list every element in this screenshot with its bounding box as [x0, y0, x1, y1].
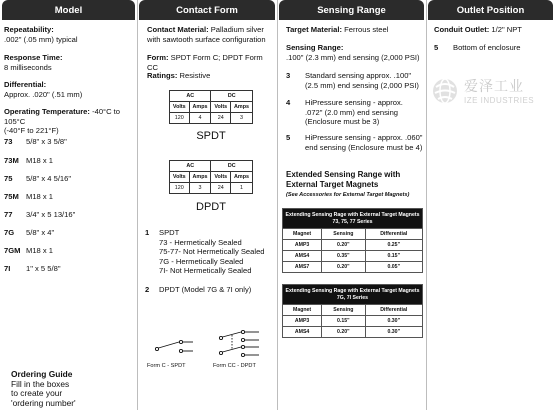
contact-material-value: Palladium silver with sawtooth surface configuration	[147, 25, 266, 44]
ac-heading: AC	[170, 161, 211, 172]
contact-form	[147, 53, 275, 72]
extended-range-table-2	[282, 284, 423, 338]
extended-range-table-1	[282, 208, 423, 273]
model-code: 7I	[4, 264, 11, 273]
column-header: Volts	[170, 102, 190, 113]
model-code: 7GM	[4, 246, 21, 255]
model-size: M18 x 1	[26, 246, 54, 255]
model-item	[4, 210, 75, 220]
table-title	[283, 209, 423, 229]
option-code: 4	[286, 98, 291, 107]
column-divider	[277, 0, 278, 410]
contact-material	[147, 25, 275, 44]
dpdt-label: DPDT	[196, 201, 226, 213]
table-title-line: 73, 75, 77 Series	[332, 218, 373, 225]
table-cell: 24	[211, 183, 231, 194]
watermark	[430, 74, 550, 116]
table-cell: 0.30"	[365, 327, 423, 338]
model-size: M18 x 1	[26, 156, 54, 165]
column-header: Amps	[189, 102, 211, 113]
model-size: 5/8" x 4 5/16"	[26, 174, 72, 183]
table-cell: 120	[170, 183, 190, 194]
table-title	[283, 285, 423, 305]
model-item	[4, 156, 53, 166]
extended-title-line: Extended Sensing Range with	[286, 170, 401, 179]
contact-header: Contact Form	[139, 0, 275, 20]
column-header: Volts	[211, 102, 231, 113]
table-cell: 24	[211, 113, 231, 124]
table-cell: 120	[170, 113, 190, 124]
model-item	[4, 137, 67, 147]
conduit-value: 1/2" NPT	[491, 25, 522, 34]
model-code: 73	[4, 137, 13, 146]
table-cell: AMP3	[283, 240, 322, 251]
table-cell: 0.20"	[322, 262, 365, 273]
model-item	[4, 192, 53, 202]
sensing-header: Sensing Range	[279, 0, 424, 20]
contact-option-1	[145, 228, 275, 276]
table-cell: 3	[189, 183, 211, 194]
option-line: end sensing (Enclosure must be 4)	[305, 142, 423, 152]
form-c-schematic	[151, 335, 199, 357]
table-row	[283, 240, 423, 251]
table-cell: 0.30"	[365, 316, 423, 327]
option-code: 2	[145, 285, 150, 294]
extended-title-line: External Target Magnets	[286, 179, 379, 189]
sensing-range	[286, 43, 424, 62]
model-header: Model	[2, 0, 135, 20]
form-label: Form:	[147, 53, 169, 62]
column-header: Sensing	[322, 305, 365, 316]
option-line: .072" (2.0 mm) end sensing	[305, 107, 399, 117]
table-cell: 1	[231, 183, 253, 194]
sensing-column	[279, 0, 424, 410]
option-line: (2.5 mm) end sensing (2,000 PSI)	[305, 80, 419, 90]
model-size: 5/8" x 3 5/8"	[26, 137, 67, 146]
ratings	[147, 71, 210, 81]
column-header: Volts	[211, 172, 231, 183]
table-cell: 0.20"	[322, 240, 365, 251]
model-column	[2, 0, 135, 410]
column-header: Amps	[231, 172, 253, 183]
column-header: Differential	[365, 305, 423, 316]
watermark-chinese: 爱泽工业	[464, 78, 524, 94]
ordering-line: 'ordering number'	[11, 397, 76, 408]
table-cell: 0.15"	[322, 316, 365, 327]
spdt-label: SPDT	[196, 130, 226, 142]
conduit-outlet	[434, 25, 522, 35]
target-material	[286, 25, 388, 35]
model-code: 75	[4, 174, 13, 183]
column-header: Magnet	[283, 229, 322, 240]
outlet-option	[434, 43, 521, 53]
ratings-label: Ratings:	[147, 71, 178, 80]
temperature-value-f: (-40°F to 221°F)	[4, 126, 59, 136]
column-header: Magnet	[283, 305, 322, 316]
option-line: Standard sensing approx. .100"	[305, 71, 412, 80]
extended-title	[286, 170, 400, 189]
option-line: 7I- Not Hermetically Sealed	[159, 266, 252, 276]
differential-value: Approx. .020" (.51 mm)	[4, 89, 83, 99]
model-item	[4, 174, 71, 184]
contact-column	[139, 0, 275, 410]
outlet-header: Outlet Position	[428, 0, 553, 20]
option-line: 7G - Hermetically Sealed	[159, 256, 244, 266]
outlet-column	[428, 0, 553, 410]
model-item	[4, 228, 54, 238]
model-size: 1" x 5 5/8"	[26, 264, 61, 273]
model-code: 75M	[4, 192, 19, 201]
table-cell: AMS4	[283, 251, 322, 262]
sensing-range-value: .100" (2.3 mm) end sensing (2,000 PSI)	[286, 52, 420, 62]
option-text: DPDT (Model 7G & 7I only)	[159, 285, 252, 294]
table-cell: 0.25"	[365, 240, 423, 251]
column-header: Volts	[170, 172, 190, 183]
spdt-rating-table	[169, 90, 253, 124]
option-line: HiPressure sensing - approx. .060"	[305, 133, 423, 142]
option-line: 75-77- Not Hermetically Sealed	[159, 247, 265, 257]
differential-block	[4, 80, 134, 99]
form-value: SPDT Form C; DPDT Form CC	[147, 53, 263, 72]
ordering-line: Fill in the boxes	[11, 378, 70, 389]
table-cell: AMS4	[283, 327, 322, 338]
table-cell: 0.35"	[322, 251, 365, 262]
watermark-english: IZE INDUSTRIES	[464, 96, 535, 105]
table-cell: 3	[231, 113, 253, 124]
model-item	[4, 246, 53, 256]
conduit-label: Conduit Outlet:	[434, 25, 490, 34]
model-item	[4, 264, 61, 274]
ordering-line: to create your	[11, 388, 63, 399]
table-title-line: 7G, 7I Series	[336, 294, 369, 301]
globe-logo-icon	[430, 76, 460, 106]
response-label: Response Time:	[4, 53, 63, 62]
model-code: 77	[4, 210, 13, 219]
model-code: 73M	[4, 156, 19, 165]
table-row	[283, 327, 423, 338]
column-divider	[426, 0, 427, 410]
contact-option-2	[145, 285, 251, 295]
ordering-title: Ordering Guide	[11, 369, 73, 379]
response-block	[4, 53, 134, 72]
column-header: Differential	[365, 229, 423, 240]
table-cell: 0.15"	[365, 251, 423, 262]
table-cell: AMS7	[283, 262, 322, 273]
temperature-block	[4, 107, 136, 136]
option-line: HiPressure sensing - approx.	[305, 98, 403, 107]
column-header: Amps	[189, 172, 211, 183]
dc-heading: DC	[211, 161, 253, 172]
sensing-range-label: Sensing Range:	[286, 43, 344, 52]
repeatability-value: .002" (.05 mm) typical	[4, 34, 78, 44]
differential-label: Differential:	[4, 80, 47, 89]
option-code: 1	[145, 228, 150, 237]
table-cell: 0.20"	[322, 327, 365, 338]
sensing-option	[286, 71, 419, 90]
ratings-value: Resistive	[179, 71, 211, 80]
temperature-label: Operating Temperature:	[4, 107, 90, 116]
model-size: M18 x 1	[26, 192, 54, 201]
form-cc-schematic	[215, 328, 267, 362]
table-row	[283, 251, 423, 262]
sensing-option	[286, 133, 423, 152]
table-cell: AMP3	[283, 316, 322, 327]
table-title-line: Extending Sensing Rage with External Target Magnets	[285, 212, 420, 218]
option-line: (Enclosure must be 3)	[305, 117, 380, 127]
column-header: Sensing	[322, 229, 365, 240]
extended-note: (See Accessories for External Target Magnets)	[286, 192, 410, 198]
model-size: 3/4" x 5 13/16"	[26, 210, 76, 219]
table-cell: 4	[189, 113, 211, 124]
column-header: Amps	[231, 102, 253, 113]
table-title-line: Extending Sensing Rage with External Target Magnets	[285, 288, 420, 294]
ordering-guide	[11, 370, 133, 408]
contact-material-label: Contact Material:	[147, 25, 209, 34]
temperature-value: -40°C to 105°C	[4, 107, 121, 126]
option-code: 5	[434, 43, 439, 52]
column-divider	[137, 0, 138, 410]
response-value: 8 milliseconds	[4, 62, 52, 72]
option-code: 5	[286, 133, 291, 142]
option-code: 3	[286, 71, 291, 80]
dc-heading: DC	[211, 91, 253, 102]
model-code: 7G	[4, 228, 15, 237]
dpdt-rating-table	[169, 160, 253, 194]
model-size: 5/8" x 4"	[26, 228, 55, 237]
option-line: 73 - Hermetically Sealed	[159, 237, 242, 247]
repeatability-block	[4, 25, 134, 44]
table-row	[283, 316, 423, 327]
target-material-value: Ferrous steel	[344, 25, 389, 34]
sensing-option	[286, 98, 403, 127]
table-cell: 0.05"	[365, 262, 423, 273]
table-row	[283, 262, 423, 273]
option-line: SPDT	[159, 228, 180, 237]
form-cc-label: Form CC - DPDT	[213, 363, 256, 369]
form-c-label: Form C - SPDT	[147, 363, 186, 369]
ac-heading: AC	[170, 91, 211, 102]
repeatability-label: Repeatability:	[4, 25, 54, 34]
target-material-label: Target Material:	[286, 25, 342, 34]
option-text: Bottom of enclosure	[453, 43, 521, 52]
